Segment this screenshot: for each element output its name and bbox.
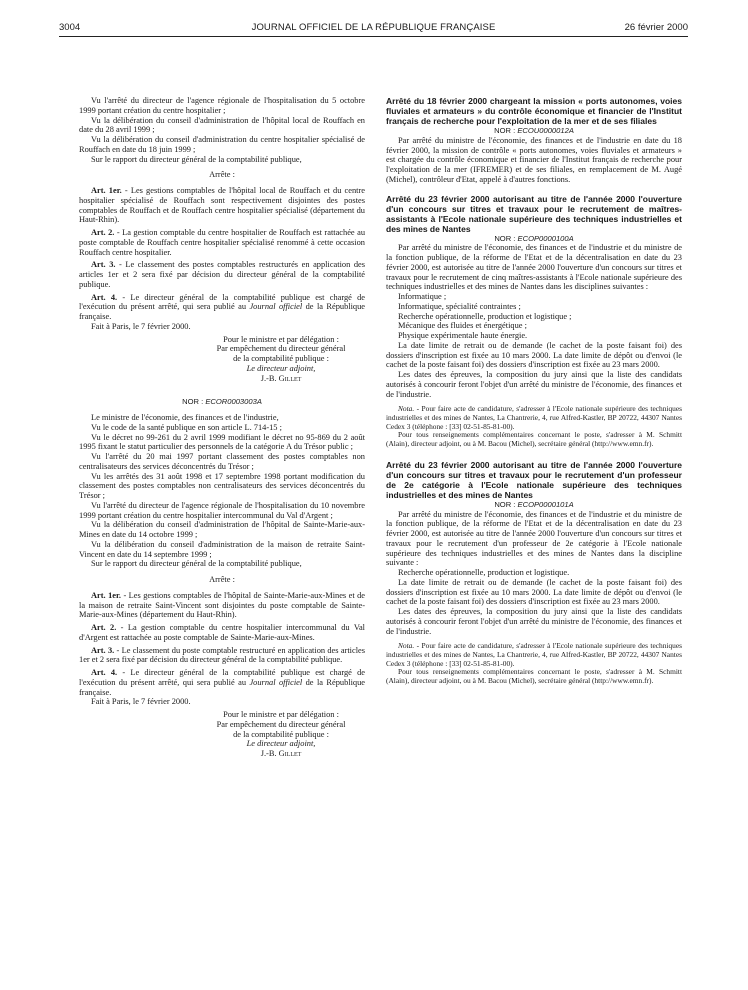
signature-title [197, 364, 365, 374]
signature-role: Le directeur adjoint, [246, 363, 316, 373]
list-item: Informatique ; [398, 292, 447, 301]
body-paragraph: La date limite de retrait ou de demande (le cachet de la poste faisant foi) des dossiers d'inscription est fixée au 10 mars 2000. La date limite de dépôt ou d'envoi (le cachet de la poste faisant foi) des dossiers d'inscription est fixée au 23 mars 2000. [386, 340, 682, 370]
visa-paragraph: Sur le rapport du directeur général de la comptabilité publique, [91, 154, 302, 164]
nor-label: NOR : [182, 397, 206, 407]
nota-paragraph: Pour tous renseignements complémentaires concernant le poste, s'adresser à M. Schmitt (Alain), directeur adjoint, ou à M. Bacou (Michel), secrétaire général (http://www.emn.fr). [386, 667, 682, 686]
signature-line: Par empêchement du directeur général [216, 344, 346, 354]
issue-date: 26 février 2000 [624, 22, 688, 33]
journal-reference: Journal officiel [249, 677, 303, 687]
article-text: - Les gestions comptables de l'hôpital de Sainte-Marie-aux-Mines et de la maison de retraite Saint-Vincent sont disjointes du poste comptable de Sainte-Marie-aux-Mines (département du Haut-Rhin). [79, 590, 366, 620]
body-paragraph: Les dates des épreuves, la composition du jury ainsi que la liste des candidats autorisés à concourir feront l'objet d'un arrêté du ministre de l'économie, des finances et de l'industrie. [386, 370, 682, 399]
body-paragraph: Par arrêté du ministre de l'économie, des finances et de l'industrie et du ministre de la fonction publique, de la réforme de l'Etat et de la décentralisation en date du 23 février 2000, est autorisée au titre de l'année 2000 l'ouverture d'un concours sur titres et travaux pour le recrutement de cinq maîtres-assistants à l'Ecole nationale supérieure des techniques industrielles et des mines de Nantes dans les disciplines suivantes : [386, 243, 682, 292]
minister-line: Le ministre de l'économie, des finances et de l'industrie, [91, 413, 279, 422]
article-label: Art. 3. [91, 645, 115, 655]
nota-paragraph [386, 405, 682, 431]
visa-paragraph: Vu l'arrêté du directeur de l'agence régionale de l'hospitalisation du 10 novembre 1999 portant création du centre hospitalier intercommunal du Val d'Argent ; [79, 500, 365, 520]
decree-title: Arrêté du 23 février 2000 autorisant au titre de l'année 2000 l'ouverture d'un concours sur titres et travaux pour le recrutement d'un professeur de 2e catégorie à l'Ecole nationale supérieure des techniques industrielles et des mines de Nantes [386, 459, 682, 500]
nota-text: - Pour faire acte de candidature, s'adresser à l'Ecole nationale supérieure des techniques industrielles et des mines de Nantes, La Chantrerie, 4, rue Alfred-Kastler, BP 20722, 44307 Nantes Cedex 3 (téléphone : [33] 02-51-85-81-00). [386, 404, 682, 431]
nor-label: NOR : [494, 233, 518, 243]
signature-line: Par empêchement du directeur général [216, 719, 346, 729]
signature-title [197, 739, 365, 749]
nor-code: ECOR0003003A [205, 397, 262, 407]
body-paragraph: La date limite de retrait ou de demande (le cachet de la poste faisant foi) des dossiers d'inscription est fixée au 10 mars 2000. La date limite de dépôt ou d'envoi (le cachet de la poste faisant foi) des dossiers d'inscription est fixée au 23 mars 2000. [386, 577, 682, 607]
article-text: - Les gestions comptables de l'hôpital local de Rouffach et du centre hospitalier spécialisé de Rouffach sont respectivement disjointes des postes comptables de Rouffach et de Rouffach centre hospitalier spécialisé (département du Haut-Rhin). [79, 186, 366, 225]
visa-paragraph: Vu la délibération du conseil d'administration de l'hôpital de Sainte-Marie-aux-Mines en date du 14 octobre 1999 ; [79, 520, 365, 539]
nor-code: ECOU0000012A [517, 126, 574, 135]
visa-paragraph: Sur le rapport du directeur général de la comptabilité publique, [91, 559, 302, 569]
signature-block [197, 710, 365, 759]
signature-line: de la comptabilité publique : [233, 729, 329, 739]
nor-reference [79, 397, 365, 407]
nor-code: ECOP0000101A [517, 499, 574, 509]
header-rule [59, 36, 688, 37]
nor-reference [386, 126, 682, 136]
decree-title: Arrêté du 23 février 2000 autorisant au titre de l'année 2000 l'ouverture d'un concours sur titres et travaux pour le recrutement de maîtres-assistants à l'Ecole nationale supérieure des techniques industrielles et des mines de Nantes [386, 193, 682, 234]
signatory-name: J.-B. Gillet [260, 749, 302, 758]
article-text: - Le classement du poste comptable restructuré en application des articles 1er et 2 sera fixé par décision du directeur général de la comptabilité publique. [79, 645, 365, 665]
page-number: 3004 [59, 22, 81, 33]
nor-label: NOR : [494, 499, 518, 509]
nota-paragraph: Pour tous renseignements complémentaires concernant le poste, s'adresser à M. Schmitt (Alain), directeur adjoint, ou à M. Bacou (Michel), secrétaire général (http://www.emn.fr). [386, 430, 682, 449]
article-1 [79, 186, 365, 225]
page-header [59, 20, 688, 36]
journal-title: JOURNAL OFFICIEL DE LA RÉPUBLIQUE FRANÇAISE [251, 22, 496, 33]
article-text: - Le directeur général de la comptabilité publique est chargé de l'exécution du présent arrêté, qui sera publié au [79, 292, 366, 312]
article-text: de la République française. [79, 302, 366, 321]
right-column [386, 96, 682, 686]
journal-reference: Journal officiel [249, 302, 303, 312]
visa-paragraph: Vu le code de la santé publique en son article L. 714-15 ; [91, 422, 282, 432]
nota-paragraph [386, 642, 682, 668]
nota-label: Nota. [398, 641, 415, 651]
visa-paragraph: Vu l'arrêté du 20 mai 1997 portant classement des postes comptables non centralisateurs des services déconcentrés du Trésor ; [79, 452, 365, 471]
article-3 [79, 646, 365, 666]
list-item: Physique expérimentale haute énergie. [398, 331, 528, 340]
visa-paragraph: Vu les arrêtés des 31 août 1998 et 17 septembre 1998 portant modification du classement des postes comptables non centralisateurs des services déconcentrés du Trésor ; [79, 471, 365, 500]
article-4 [79, 668, 365, 697]
visa-paragraph: Vu le décret no 99-261 du 2 avril 1999 modifiant le décret no 95-869 du 2 août 1995 fixant le statut particulier des personnels de la catégorie A du Trésor public ; [79, 432, 365, 452]
body-paragraph: Par arrêté du ministre de l'économie, des finances et de l'industrie en date du 18 février 2000, la mission de contrôle « ports autonomes, voies fluviales et armateurs » est chargée du contrôle économique et financier de l'Institut français de recherche pour l'exploitation de la mer (IFREMER) et de ses filiales, en remplacement de M. Augé (Michel), contrôleur d'Etat, appelé à d'autres fonctions. [386, 135, 682, 184]
article-2 [79, 228, 365, 257]
list-item: Recherche opérationnelle, production et logistique ; [398, 311, 572, 321]
article-text: de la République française. [79, 677, 366, 697]
signature-line: de la comptabilité publique : [233, 354, 329, 363]
article-text: - La gestion comptable du centre hospitalier intercommunal du Val d'Argent est rattachée au poste comptable de Sainte-Marie-aux-Mines. [79, 623, 365, 642]
article-label: Art. 3. [91, 260, 116, 270]
signature-block [197, 335, 365, 384]
article-2 [79, 623, 365, 643]
nota-label: Nota. [398, 404, 415, 414]
nor-reference [386, 500, 682, 510]
article-label: Art. 2. [91, 623, 117, 632]
article-1 [79, 591, 365, 620]
visa-paragraph: Vu la délibération du conseil d'administration de la maison de retraite Saint-Vincent en date du 14 septembre 1999 ; [79, 539, 365, 559]
nor-label: NOR : [494, 126, 518, 135]
body-paragraph: Recherche opérationnelle, production et logistique. [398, 568, 570, 578]
signing-place-date: Fait à Paris, le 7 février 2000. [91, 697, 191, 707]
article-text: - Le classement des postes comptables restructurés en application des articles 1er et 2 sera fixé par décision du directeur général de la comptabilité publique. [79, 260, 366, 289]
list-item: Informatique, spécialité contraintes ; [398, 301, 521, 311]
article-label: Art. 2. [91, 228, 115, 237]
article-text: - La gestion comptable du centre hospitalier de Rouffach est rattachée au poste comptable de Rouffach centre hospitalier spécialisé renommé à cette occasion Rouffach centre hospitalier. [79, 228, 366, 257]
article-label: Art. 4. [91, 292, 118, 302]
article-label: Art. 1er. [91, 590, 122, 600]
article-label: Art. 4. [91, 668, 118, 677]
nor-reference [386, 234, 682, 244]
discipline-list [386, 292, 682, 341]
signature-line: Pour le ministre et par délégation : [223, 710, 339, 719]
signature-role: Le directeur adjoint, [246, 739, 316, 749]
article-3 [79, 260, 365, 289]
decree-title: Arrêté du 18 février 2000 chargeant la mission « ports autonomes, voies fluviales et armateurs » du contrôle économique et financier de l'Institut français de recherche pour l'exploitation de la mer et de ses filiales [386, 96, 682, 126]
arrete-heading: Arrête : [209, 170, 235, 180]
list-item: Mécanique des fluides et énergétique ; [398, 321, 527, 331]
arrete-heading: Arrête : [209, 575, 235, 584]
visa-paragraph: Vu la délibération du conseil d'administration de l'hôpital local de Rouffach en date du 28 avril 1999 ; [79, 115, 365, 135]
visa-paragraph: Vu la délibération du conseil d'administration du centre hospitalier spécialisé de Rouffach en date du 18 juin 1999 ; [79, 135, 365, 154]
nota-text: - Pour faire acte de candidature, s'adresser à l'Ecole nationale supérieure des techniques industrielles et des mines de Nantes, La Chantrerie, 4, rue Alfred-Kastler, BP 20722, 44307 Nantes Cedex 3 (téléphone : [33] 02-51-85-81-00). [386, 641, 682, 668]
body-paragraph: Par arrêté du ministre de l'économie, des finances et de l'industrie et du ministre de la fonction publique, de la réforme de l'Etat et de la décentralisation en date du 23 février 2000, est autorisée au titre de l'année 2000 l'ouverture d'un concours sur titres et travaux pour le recrutement d'un professeur de 2e catégorie à l'Ecole nationale supérieure des techniques industrielles et des mines de Nantes dans la discipline suivante : [386, 509, 682, 568]
article-text: - Le directeur général de la comptabilité publique est chargé de l'exécution du présent arrêté, qui sera publié au [79, 668, 366, 687]
article-label: Art. 1er. [91, 186, 122, 195]
signatory-name: J.-B. Gillet [260, 373, 302, 383]
left-column [79, 96, 365, 759]
signing-place-date: Fait à Paris, le 7 février 2000. [91, 321, 191, 331]
article-4 [79, 293, 365, 322]
body-paragraph: Les dates des épreuves, la composition du jury ainsi que la liste des candidats autorisés à concourir feront l'objet d'un arrêté du ministre de l'économie, des finances et de l'industrie. [386, 607, 682, 636]
signature-line: Pour le ministre et par délégation : [223, 334, 339, 344]
visa-paragraph: Vu l'arrêté du directeur de l'agence régionale de l'hospitalisation du 5 octobre 1999 portant création du centre hospitalier ; [79, 96, 365, 115]
nor-code: ECOP0000100A [517, 233, 574, 243]
